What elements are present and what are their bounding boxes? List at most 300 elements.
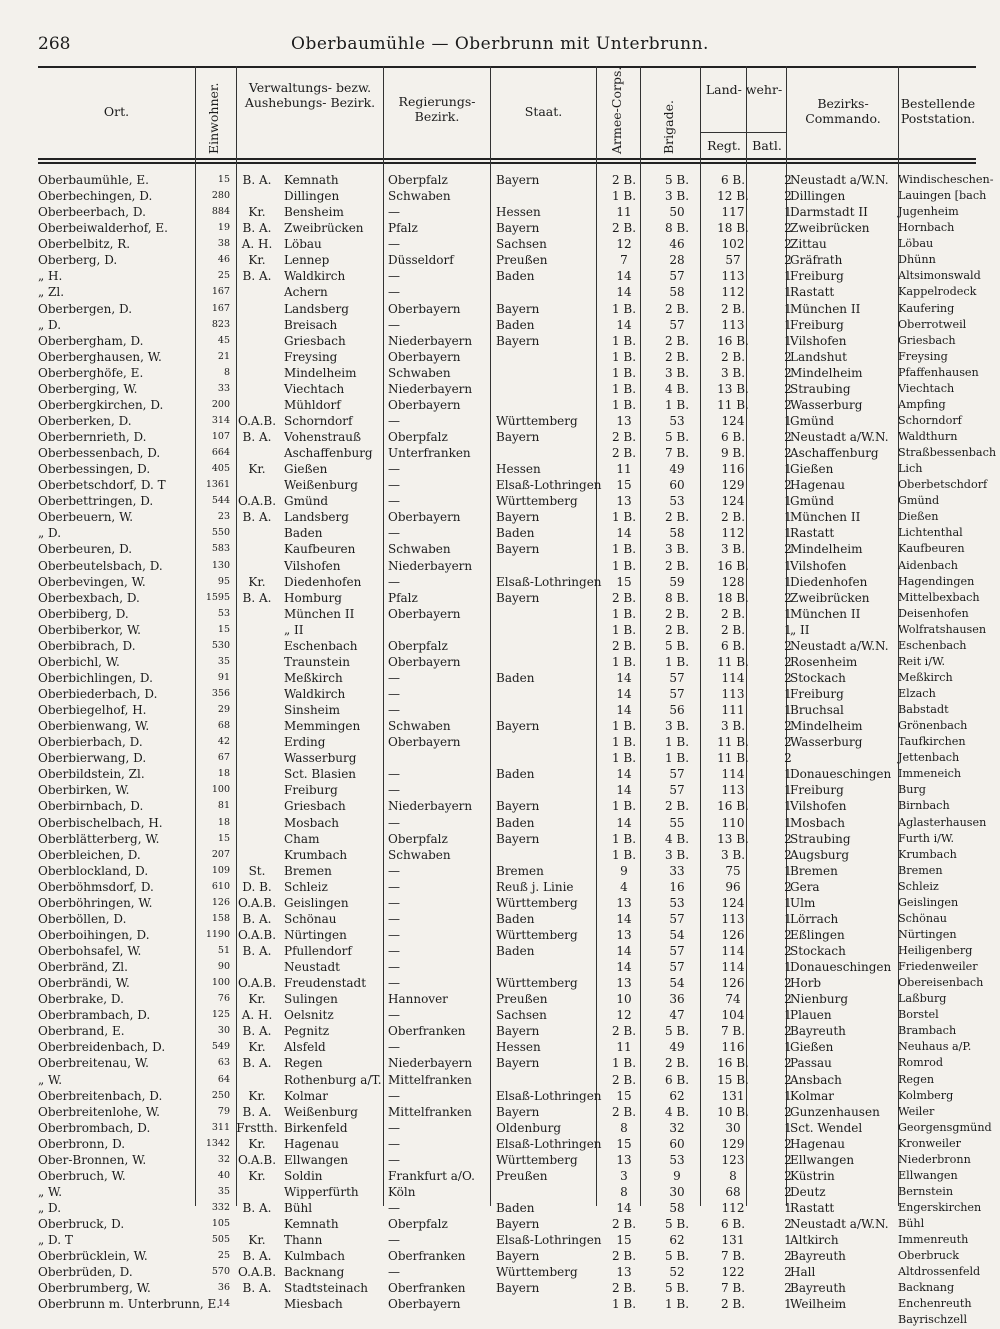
population-cell: 250: [211, 1089, 230, 1101]
place-name-cell: Oberbexbach, D.: [38, 590, 140, 605]
landwehr-battalion-cell: 1: [784, 413, 792, 428]
government-district-cell: Schwaben: [388, 365, 451, 380]
state-cell: Oldenburg: [496, 1120, 562, 1135]
state-cell: Elsaß-Lothringen: [496, 574, 602, 589]
place-name-cell: Oberbergkirchen, D.: [38, 397, 164, 412]
state-cell: Württemberg: [496, 494, 578, 509]
place-name-cell: Oberberken, D.: [38, 413, 132, 428]
admin-district-cell: Bremen: [284, 863, 332, 878]
table-row: [38, 590, 980, 606]
place-name-cell: Oberbierwang, D.: [38, 751, 147, 766]
brigade-cell: 57: [669, 269, 685, 284]
place-name-cell: Oberbetschdorf, D. T: [38, 478, 166, 493]
table-row: [38, 670, 976, 686]
state-cell: Bremen: [496, 863, 544, 878]
government-district-cell: Schwaben: [388, 189, 451, 204]
army-corps-cell: 1 B.: [611, 349, 637, 364]
state-cell: Baden: [496, 1201, 535, 1215]
place-name-cell: „ D.: [38, 317, 62, 332]
admin-district-cell: Pegnitz: [284, 1024, 330, 1039]
state-cell: Bayern: [496, 1217, 540, 1232]
government-district-cell: —: [388, 1136, 400, 1151]
brigade-cell: 46: [669, 237, 685, 252]
district-command-cell: Gießen: [790, 1040, 834, 1055]
brigade-cell: 56: [669, 703, 685, 718]
landwehr-regiment-cell: 114: [721, 767, 745, 782]
header-einwohner: Einwohner.: [206, 82, 221, 154]
landwehr-regiment-cell: 6 B.: [720, 430, 746, 444]
district-type-cell: A. H.: [241, 1008, 273, 1023]
population-cell: 100: [211, 977, 230, 989]
table-row: [38, 317, 976, 333]
table-row: [38, 1120, 992, 1136]
state-cell: Bayern: [496, 1249, 540, 1264]
population-cell: 549: [211, 1041, 230, 1053]
brigade-cell: 49: [669, 1040, 685, 1055]
army-corps-cell: 1 B.: [611, 735, 637, 750]
population-cell: 570: [211, 1266, 230, 1278]
post-station-cell: Borstel: [898, 1008, 939, 1022]
place-name-cell: Oberbierbach, D.: [38, 735, 143, 750]
district-command-cell: Rosenheim: [790, 654, 858, 669]
header-ort: Ort.: [103, 104, 130, 119]
brigade-cell: 16: [669, 879, 685, 894]
army-corps-cell: 14: [616, 687, 632, 701]
landwehr-battalion-cell: 1: [784, 960, 792, 975]
army-corps-cell: 13: [616, 895, 632, 910]
place-name-cell: Oberbränd, Zl.: [38, 960, 128, 975]
post-station-cell: Kaufbeuren: [898, 542, 965, 556]
post-station-cell: Wolfratshausen: [898, 622, 987, 636]
admin-district-cell: Zweibrücken: [284, 221, 364, 236]
government-district-cell: Oberpfalz: [388, 831, 448, 846]
table-row: [38, 654, 976, 670]
government-district-cell: —: [388, 1120, 400, 1135]
landwehr-battalion-cell: 2: [784, 446, 792, 461]
population-cell: 1190: [205, 928, 230, 940]
population-cell: 130: [211, 559, 230, 571]
brigade-cell: 53: [669, 494, 685, 509]
government-district-cell: —: [388, 494, 400, 509]
admin-district-cell: Bensheim: [284, 205, 344, 220]
place-name-cell: Oberbronn, D.: [38, 1136, 126, 1151]
landwehr-battalion-cell: 2: [784, 1217, 792, 1232]
landwehr-regiment-cell: 13 B.: [717, 381, 749, 396]
population-cell: 610: [211, 880, 230, 892]
admin-district-cell: Nürtingen: [284, 927, 347, 942]
brigade-cell: 5 B.: [664, 1281, 690, 1296]
post-station-cell: Hagendingen: [898, 574, 975, 588]
table-row: [38, 991, 976, 1007]
landwehr-battalion-cell: 1: [784, 462, 792, 477]
brigade-cell: 55: [669, 815, 685, 830]
place-name-cell: Oberbeiwalderhof, E.: [38, 221, 168, 236]
landwehr-regiment-cell: 124: [721, 895, 745, 910]
district-command-cell: Hagenau: [790, 478, 846, 493]
brigade-cell: 58: [669, 285, 685, 300]
district-command-cell: Gmünd: [790, 494, 835, 509]
district-command-cell: Vilshofen: [790, 799, 847, 814]
brigade-cell: 52: [669, 1265, 685, 1280]
landwehr-battalion-cell: 1: [784, 317, 792, 332]
landwehr-regiment-cell: 2 B.: [720, 349, 746, 364]
admin-district-cell: Memmingen: [284, 719, 361, 734]
population-cell: 332: [211, 1202, 230, 1213]
landwehr-battalion-cell: 2: [784, 478, 792, 493]
district-type-cell: A. H.: [241, 237, 273, 252]
district-command-cell: Mosbach: [790, 815, 845, 830]
population-cell: 126: [211, 896, 230, 908]
brigade-cell: 60: [669, 478, 685, 493]
population-cell: 38: [217, 238, 230, 250]
government-district-cell: —: [388, 1040, 400, 1055]
admin-district-cell: Mühldorf: [284, 397, 341, 412]
population-cell: 1342: [205, 1137, 230, 1149]
government-district-cell: —: [388, 976, 400, 991]
army-corps-cell: 15: [616, 1136, 632, 1151]
landwehr-battalion-cell: 2: [784, 365, 792, 380]
government-district-cell: Oberpfalz: [388, 638, 448, 653]
landwehr-battalion-cell: 2: [784, 831, 792, 846]
army-corps-cell: 2 B.: [611, 1072, 637, 1087]
district-type-cell: Kr.: [248, 1233, 266, 1248]
government-district-cell: Niederbayern: [388, 799, 473, 814]
brigade-cell: 8 B.: [664, 590, 690, 605]
district-command-cell: Donaueschingen: [790, 767, 892, 782]
population-cell: 311: [211, 1121, 230, 1133]
population-cell: 35: [217, 655, 230, 667]
district-type-cell: B. A.: [242, 221, 272, 236]
landwehr-regiment-cell: 114: [721, 670, 745, 685]
place-name-cell: Oberbergham, D.: [38, 333, 144, 348]
army-corps-cell: 11: [616, 462, 632, 477]
top-rule: [38, 66, 976, 68]
state-cell: Bayern: [496, 831, 540, 846]
district-command-cell: Hall: [790, 1265, 816, 1280]
landwehr-battalion-cell: 1: [784, 606, 792, 621]
table-row: [38, 847, 976, 863]
place-name-cell: Oberbrombach, D.: [38, 1120, 151, 1135]
post-station-cell: Altsimonswald: [898, 269, 981, 283]
district-command-cell: Freiburg: [790, 687, 844, 701]
post-station-cell: Kolmberg: [898, 1088, 954, 1102]
landwehr-regiment-cell: 128: [721, 574, 745, 589]
table-row: [38, 718, 976, 734]
district-type-cell: B. A.: [242, 269, 272, 284]
state-cell: Bayern: [496, 542, 540, 557]
government-district-cell: Oberfranken: [388, 1024, 466, 1039]
brigade-cell: 5 B.: [664, 1217, 690, 1232]
brigade-cell: 62: [669, 1233, 685, 1248]
post-station-cell: Regen: [898, 1072, 935, 1086]
landwehr-regiment-cell: 124: [721, 413, 745, 428]
district-command-cell: Dillingen: [790, 189, 846, 204]
place-name-cell: Oberbildstein, Zl.: [38, 767, 145, 782]
state-cell: Württemberg: [496, 927, 578, 942]
state-cell: Württemberg: [496, 895, 578, 910]
district-command-cell: Passau: [790, 1056, 832, 1071]
admin-district-cell: Backnang: [284, 1265, 345, 1280]
landwehr-regiment-cell: 16 B.: [717, 333, 749, 348]
place-name-cell: Oberbichlingen, D.: [38, 670, 153, 685]
district-command-cell: Zweibrücken: [790, 590, 870, 605]
landwehr-regiment-cell: 2 B.: [720, 510, 746, 525]
place-name-cell: Oberbreitenbach, D.: [38, 1088, 163, 1103]
brigade-cell: 50: [669, 205, 685, 220]
landwehr-regiment-cell: 114: [721, 960, 745, 975]
army-corps-cell: 1 B.: [611, 751, 637, 766]
admin-district-cell: Gießen: [284, 462, 328, 477]
post-station-cell: Kappelrodeck: [898, 285, 977, 299]
admin-district-cell: Griesbach: [284, 333, 346, 348]
district-command-cell: Neustadt a/W.N.: [790, 430, 889, 444]
landwehr-battalion-cell: 2: [784, 430, 792, 444]
post-station-cell: Lauingen [bach: [898, 189, 987, 203]
post-station-cell: Gmünd: [898, 494, 940, 508]
government-district-cell: —: [388, 237, 400, 252]
brigade-cell: 58: [669, 526, 685, 541]
landwehr-regiment-cell: 116: [721, 462, 745, 477]
admin-district-cell: Bühl: [284, 1201, 313, 1215]
population-cell: 21: [217, 350, 230, 362]
place-name-cell: Oberbrüden, D.: [38, 1265, 133, 1280]
brigade-cell: 57: [669, 960, 685, 975]
landwehr-regiment-cell: 57: [725, 253, 741, 268]
post-station-cell: Altdrossenfeld: [898, 1265, 981, 1279]
table-row: [38, 734, 976, 750]
place-name-cell: Oberbrücklein, W.: [38, 1249, 148, 1264]
post-station-cell: Laßburg: [898, 992, 947, 1006]
post-station-cell: Jettenbach: [898, 751, 960, 765]
brigade-cell: 5 B.: [664, 1024, 690, 1039]
brigade-cell: 3 B.: [664, 189, 690, 204]
population-cell: 207: [211, 848, 230, 860]
admin-district-cell: Oelsnitz: [284, 1008, 334, 1023]
table-row: [38, 702, 976, 718]
landwehr-subrule: [700, 132, 786, 133]
population-cell: 68: [217, 720, 230, 732]
district-type-cell: Kr.: [248, 992, 266, 1007]
landwehr-battalion-cell: 2: [784, 590, 792, 605]
government-district-cell: —: [388, 767, 400, 782]
admin-district-cell: Kolmar: [284, 1088, 328, 1103]
government-district-cell: Oberbayern: [388, 510, 461, 525]
district-command-cell: Rastatt: [790, 526, 835, 541]
army-corps-cell: 8: [620, 1120, 628, 1135]
army-corps-cell: 2 B.: [611, 221, 637, 236]
landwehr-battalion-cell: 2: [784, 253, 792, 268]
army-corps-cell: 1 B.: [611, 606, 637, 621]
admin-district-cell: Freysing: [284, 349, 338, 364]
post-station-cell: Elzach: [898, 687, 936, 700]
landwehr-regiment-cell: 112: [721, 285, 745, 300]
table-row: [38, 927, 976, 943]
landwehr-regiment-cell: 124: [721, 494, 745, 509]
table-row: [38, 1039, 976, 1055]
post-station-cell: Viechtach: [898, 381, 955, 395]
population-cell: 664: [211, 447, 230, 459]
table-row: [38, 509, 976, 525]
district-type-cell: B. A.: [242, 1281, 272, 1296]
landwehr-regiment-cell: 11 B.: [717, 735, 749, 750]
place-name-cell: Oberbechingen, D.: [38, 189, 153, 204]
government-district-cell: —: [388, 462, 400, 477]
table-row: [38, 558, 976, 574]
place-name-cell: Oberbaumühle, E.: [38, 173, 149, 187]
landwehr-regiment-cell: 113: [721, 269, 745, 284]
post-station-cell: Bühl: [898, 1217, 925, 1231]
brigade-cell: 57: [669, 687, 685, 701]
population-cell: 42: [217, 736, 230, 748]
table-row: [38, 301, 976, 317]
population-cell: 40: [217, 1169, 230, 1181]
landwehr-battalion-cell: 1: [784, 269, 792, 284]
brigade-cell: 2 B.: [664, 301, 690, 316]
state-cell: Preußen: [496, 1168, 548, 1183]
population-cell: 25: [217, 1250, 230, 1262]
landwehr-battalion-cell: 2: [784, 381, 792, 396]
landwehr-regiment-cell: 131: [721, 1088, 745, 1103]
landwehr-battalion-cell: 2: [784, 1265, 792, 1280]
landwehr-regiment-cell: 11 B.: [717, 654, 749, 669]
brigade-cell: 3 B.: [664, 365, 690, 380]
table-row: [38, 766, 976, 782]
population-cell: 29: [217, 704, 230, 716]
landwehr-battalion-cell: 1: [784, 333, 792, 348]
state-cell: Hessen: [496, 462, 541, 477]
government-district-cell: Oberbayern: [388, 301, 461, 316]
table-row: [38, 172, 994, 188]
landwehr-regiment-cell: 9 B.: [720, 446, 746, 461]
district-command-cell: München II: [790, 606, 861, 621]
admin-district-cell: Mosbach: [284, 815, 339, 830]
army-corps-cell: 2 B.: [611, 430, 637, 444]
district-type-cell: B. A.: [242, 1024, 272, 1039]
army-corps-cell: 9: [620, 863, 628, 878]
admin-district-cell: Ellwangen: [284, 1152, 349, 1167]
army-corps-cell: 2 B.: [611, 1024, 637, 1039]
brigade-cell: 4 B.: [664, 831, 690, 846]
district-type-cell: D. B.: [242, 879, 272, 894]
government-district-cell: —: [388, 205, 400, 220]
brigade-cell: 1 B.: [664, 751, 690, 766]
district-command-cell: Gießen: [790, 462, 834, 477]
admin-district-cell: Vilshofen: [284, 558, 341, 573]
table-row: [38, 236, 976, 252]
population-cell: 158: [211, 912, 230, 924]
table-row: [38, 943, 976, 959]
post-station-cell: Meßkirch: [898, 670, 953, 684]
landwehr-regiment-cell: 3 B.: [720, 719, 746, 734]
district-command-cell: Nienburg: [790, 992, 848, 1007]
district-type-cell: Frstth.: [236, 1120, 278, 1135]
district-type-cell: Kr.: [248, 253, 266, 268]
post-station-cell: Birnbach: [898, 799, 950, 813]
population-cell: 30: [217, 1025, 230, 1037]
district-command-cell: Freiburg: [790, 317, 844, 332]
admin-district-cell: Löbau: [284, 237, 322, 252]
table-row: [38, 284, 976, 300]
district-type-cell: B. A.: [242, 911, 272, 926]
admin-district-cell: Wasserburg: [284, 751, 357, 766]
landwehr-regiment-cell: 104: [721, 1008, 745, 1023]
government-district-cell: Oberpfalz: [388, 430, 448, 444]
landwehr-regiment-cell: 12 B.: [717, 189, 749, 204]
army-corps-cell: 14: [616, 911, 632, 926]
district-command-cell: Bruchsal: [790, 703, 844, 718]
army-corps-cell: 1 B.: [611, 397, 637, 412]
state-cell: Baden: [496, 911, 535, 926]
place-name-cell: Oberbohsafel, W.: [38, 944, 142, 958]
admin-district-cell: Wipperfürth: [284, 1184, 359, 1199]
landwehr-regiment-cell: 13 B.: [717, 831, 749, 846]
post-station-cell: Straßbessenbach: [898, 446, 997, 460]
district-command-cell: Stockach: [790, 670, 846, 685]
post-station-cell: Windischeschen-: [898, 173, 994, 186]
landwehr-battalion-cell: 1: [784, 1008, 792, 1023]
government-district-cell: Mittelfranken: [388, 1104, 472, 1119]
government-district-cell: —: [388, 526, 400, 541]
header-bezirks: Bezirks- Commando.: [805, 96, 881, 126]
district-command-cell: München II: [790, 301, 861, 316]
district-command-cell: Freiburg: [790, 783, 844, 798]
population-cell: 45: [217, 334, 230, 346]
district-command-cell: Wasserburg: [790, 397, 863, 412]
district-command-cell: Bayreuth: [790, 1249, 846, 1264]
admin-district-cell: Krumbach: [284, 847, 348, 862]
army-corps-cell: 13: [616, 927, 632, 942]
population-cell: 46: [217, 254, 230, 266]
government-district-cell: —: [388, 285, 400, 300]
admin-district-cell: Birkenfeld: [284, 1120, 348, 1135]
place-name-cell: Oberbiegelhof, H.: [38, 703, 147, 718]
district-command-cell: Küstrin: [790, 1168, 835, 1183]
district-command-cell: Lörrach: [790, 911, 839, 926]
admin-district-cell: Schorndorf: [284, 413, 353, 428]
landwehr-battalion-cell: 1: [784, 1233, 792, 1248]
district-command-cell: Straubing: [790, 831, 851, 846]
landwehr-battalion-cell: 2: [784, 1184, 792, 1199]
brigade-cell: 5 B.: [664, 638, 690, 653]
admin-district-cell: Viechtach: [284, 381, 345, 396]
brigade-cell: 58: [669, 1201, 685, 1215]
place-name-cell: Oberbrand, E.: [38, 1024, 125, 1039]
brigade-cell: 4 B.: [664, 381, 690, 396]
brigade-cell: 47: [669, 1008, 685, 1023]
place-name-cell: „ W.: [38, 1072, 63, 1087]
population-cell: 280: [211, 190, 230, 202]
landwehr-regiment-cell: 7 B.: [720, 1024, 746, 1039]
government-district-cell: —: [388, 863, 400, 878]
district-type-cell: St.: [248, 863, 266, 878]
post-station-cell: Niederbronn: [898, 1152, 971, 1166]
table-row: [38, 863, 976, 879]
table-row: [38, 1055, 976, 1071]
place-name-cell: Oberbruck, D.: [38, 1217, 125, 1232]
district-type-cell: Kr.: [248, 205, 266, 220]
landwehr-battalion-cell: 1: [784, 494, 792, 509]
table-row: [38, 606, 976, 622]
district-command-cell: Ulm: [790, 895, 816, 910]
army-corps-cell: 7: [620, 253, 628, 268]
post-station-cell: Friedenweiler: [898, 960, 978, 974]
table-row: [38, 525, 976, 541]
table-row: [38, 1296, 976, 1312]
government-district-cell: —: [388, 911, 400, 926]
army-corps-cell: 2 B.: [611, 1104, 637, 1119]
army-corps-cell: 14: [616, 1201, 632, 1215]
government-district-cell: —: [388, 783, 400, 798]
